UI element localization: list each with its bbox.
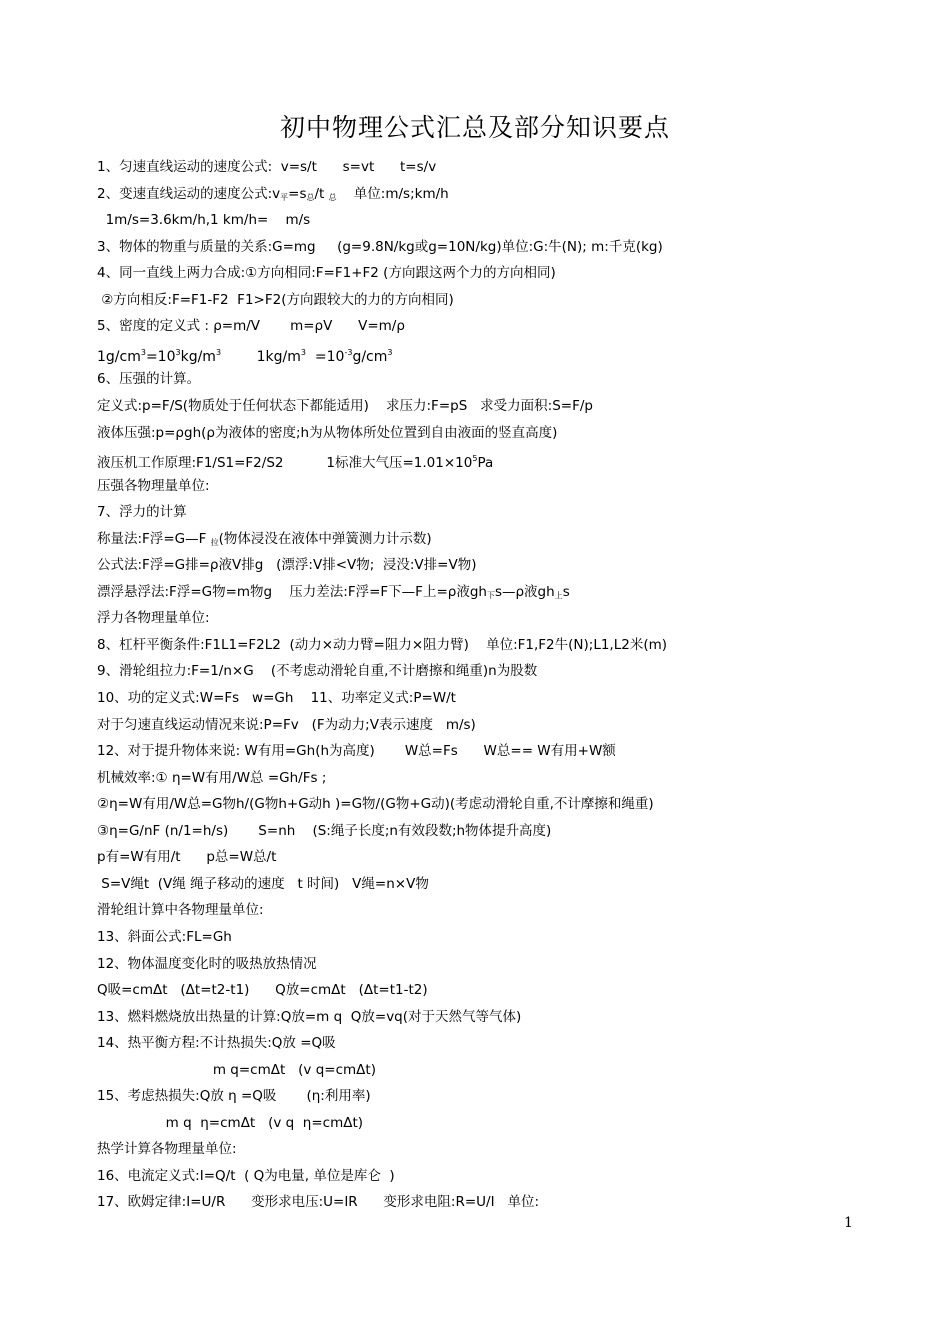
- formula-line: [97, 582, 570, 606]
- text-run: 1kg/m: [221, 348, 301, 365]
- formula-line: 13、斜面公式:FL=Gh: [97, 928, 232, 945]
- formula-line: 定义式:p=F/S(物质处于任何状态下都能适用) 求压力:F=pS 求受力面积:S=F/p: [97, 397, 593, 414]
- text-run: (物体浸没在液体中弹簧测力计示数): [218, 530, 432, 547]
- formula-line: [97, 449, 493, 473]
- formula-line: 14、热平衡方程:不计热损失:Q放 =Q吸: [97, 1035, 336, 1052]
- formula-line: 滑轮组计算中各物理量单位:: [97, 902, 264, 919]
- formula-line: 对于匀速直线运动情况来说:P=Fv (F为动力;V表示速度 m/s): [97, 716, 476, 733]
- superscript: 3: [175, 347, 181, 357]
- superscript: -3: [344, 347, 353, 357]
- formula-line: 12、物体温度变化时的吸热放热情况: [97, 955, 317, 972]
- formula-line: [97, 529, 432, 553]
- page-title: 初中物理公式汇总及部分知识要点: [279, 113, 670, 142]
- formula-line: 13、燃料燃烧放出热量的计算:Q放=m q Q放=vq(对于天然气等气体): [97, 1008, 522, 1025]
- formula-line: 7、浮力的计算: [97, 504, 187, 521]
- text-run: 称量法:F浮=G—F: [97, 530, 211, 547]
- formula-line: 5、密度的定义式 : ρ=m/V m=ρV V=m/ρ: [97, 318, 405, 335]
- formula-line: 液体压强:p=ρgh(ρ为液体的密度;h为从物体所处位置到自由液面的竖直高度): [97, 424, 558, 441]
- subscript: 下: [486, 590, 495, 600]
- subscript: 总: [328, 192, 337, 202]
- formula-line: ②η=W有用/W总=G物h/(G物h+G动h )=G物/(G物+G动)(考虑动滑轮自重,不计摩擦和绳重): [97, 796, 654, 813]
- superscript: 3: [215, 347, 222, 357]
- text-run: 单位:m/s;km/h: [336, 185, 449, 202]
- formula-line: 8、杠杆平衡条件:F1L1=F2L2 (动力×动力臂=阻力×阻力臂) 单位:F1,F2牛(N);L1,L2米(m): [97, 636, 668, 653]
- formula-line: 压强各物理量单位:: [97, 477, 210, 494]
- formula-line: 17、欧姆定律:I=U/R 变形求电压:U=IR 变形求电阻:R=U/I 单位:: [97, 1194, 539, 1211]
- formula-line: 热学计算各物理量单位:: [97, 1141, 237, 1158]
- text-run: =s: [288, 185, 307, 202]
- subscript: 平: [280, 192, 289, 202]
- formula-line: [97, 343, 392, 367]
- formula-line: 机械效率:① η=W有用/W总 =Gh/Fs ;: [97, 769, 327, 786]
- subscript: 总: [306, 192, 315, 202]
- formula-line: ②方向相反:F=F1-F2 F1>F2(方向跟较大的力的方向相同): [97, 291, 454, 308]
- text-run: s—ρ液gh: [494, 583, 555, 600]
- formula-line: 1m/s=3.6km/h,1 km/h= m/s: [97, 212, 311, 229]
- formula-line: 15、考虑热损失:Q放 η =Q吸 (η:利用率): [97, 1088, 371, 1105]
- formula-line: 4、同一直线上两力合成:①方向相同:F=F1+F2 (方向跟这两个力的方向相同): [97, 265, 556, 282]
- formula-line: 浮力各物理量单位:: [97, 610, 210, 627]
- text-run: =10: [306, 348, 345, 365]
- formula-line: 16、电流定义式:I=Q/t ( Q为电量, 单位是库仑 ): [97, 1167, 395, 1184]
- text-run: 漂浮悬浮法:F浮=G物=m物g 压力差法:F浮=F下—F上=ρ液gh: [97, 583, 487, 600]
- formula-line: 10、功的定义式:W=Fs w=Gh 11、功率定义式:P=W/t: [97, 690, 456, 706]
- formula-line: [97, 184, 449, 208]
- formula-line: 12、对于提升物体来说: W有用=Gh(h为高度) W总=Fs W总== W有用+W额: [97, 743, 616, 760]
- formula-line: 1、匀速直线运动的速度公式: v=s/t s=vt t=s/v: [97, 159, 437, 175]
- text-run: 1g/cm: [97, 348, 141, 365]
- subscript: 上: [554, 590, 563, 600]
- formula-line: m q η=cmΔt (v q η=cmΔt): [97, 1114, 364, 1131]
- superscript: 5: [472, 454, 478, 464]
- text-run: s: [562, 583, 570, 600]
- text-run: kg/m: [180, 348, 216, 365]
- text-run: Pa: [477, 455, 494, 472]
- text-run: 液压机工作原理:F1/S1=F2/S2 1标准大气压=1.01×10: [97, 455, 473, 472]
- formula-line: 9、滑轮组拉力:F=1/n×G (不考虑动滑轮自重,不计磨擦和绳重)n为股数: [97, 663, 538, 680]
- formula-line: p有=W有用/t p总=W总/t: [97, 849, 277, 866]
- text-run: g/cm: [352, 348, 388, 365]
- formula-line: 6、压强的计算。: [97, 371, 201, 388]
- superscript: 3: [300, 347, 306, 357]
- formula-line: 3、物体的物重与质量的关系:G=mg (g=9.8N/kg或g=10N/kg)单位:G:牛(N); m:千克(kg): [97, 238, 663, 255]
- text-run: =10: [145, 348, 176, 365]
- formula-line: Q吸=cmΔt (Δt=t2-t1) Q放=cmΔt (Δt=t1-t2): [97, 982, 428, 999]
- subscript: 拉: [210, 537, 219, 547]
- superscript: 3: [387, 347, 393, 357]
- formula-line: S=V绳t (V绳 绳子移动的速度 t 时间) V绳=n×V物: [97, 875, 429, 892]
- page-number: 1: [844, 1215, 853, 1231]
- superscript: 3: [140, 347, 146, 357]
- text-run: 2、变速直线运动的速度公式:v: [97, 185, 281, 202]
- text-run: /t: [314, 185, 329, 202]
- formula-line: m q=cmΔt (v q=cmΔt): [97, 1061, 376, 1078]
- formula-line: 公式法:F浮=G排=ρ液V排g (漂浮:V排<V物; 浸没:V排=V物): [97, 557, 477, 574]
- formula-line: ③η=G/nF (n/1=h/s) S=nh (S:绳子长度;n有效段数;h物体提升高度): [97, 822, 552, 839]
